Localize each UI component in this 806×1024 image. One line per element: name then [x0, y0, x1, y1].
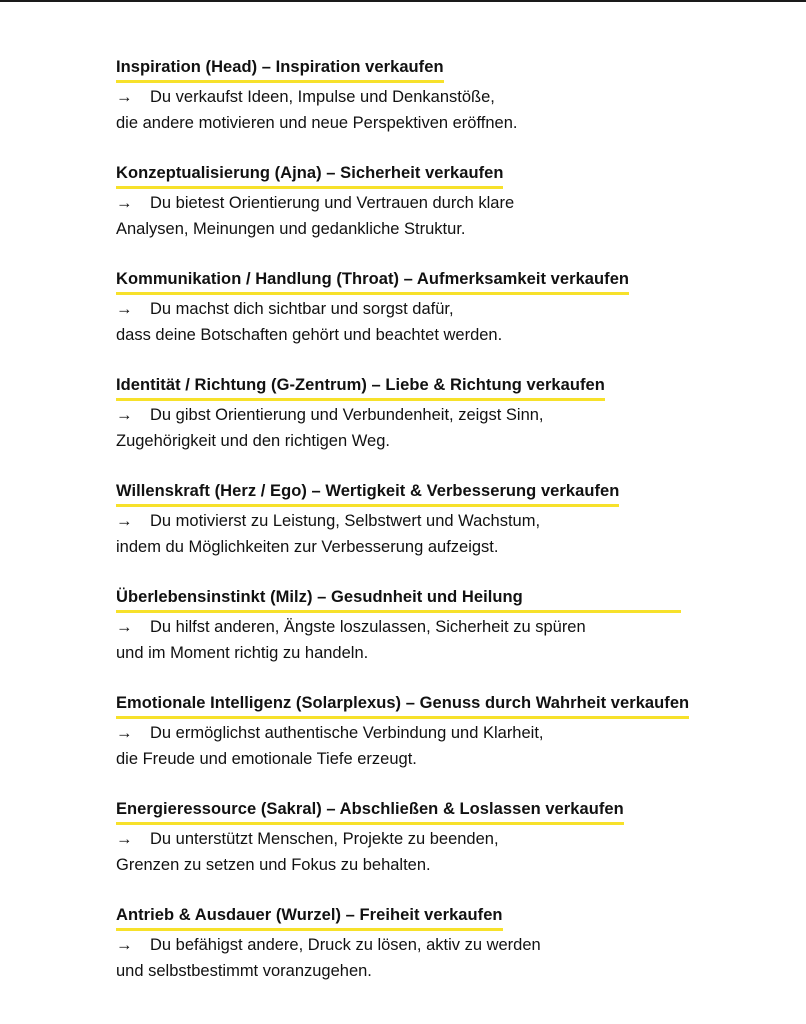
- section-text-1: Du gibst Orientierung und Verbundenheit, zeigst Sinn,: [150, 406, 544, 424]
- section-line-2: und im Moment richtig zu handeln.: [116, 644, 369, 662]
- section-g-center: [116, 373, 796, 479]
- section-heart: [116, 479, 796, 585]
- section-head: [116, 55, 796, 161]
- section-solar-plexus: [116, 691, 796, 797]
- section-ajna: [116, 161, 796, 267]
- section-spleen: [116, 585, 796, 691]
- section-text-1: Du ermöglichst authentische Verbindung und Klarheit,: [150, 724, 544, 742]
- section-line-2: die Freude und emotionale Tiefe erzeugt.: [116, 750, 417, 768]
- section-heading: Überlebensinstinkt (Milz) – Gesudnheit und Heilung: [116, 585, 681, 613]
- section-line-1: [116, 508, 796, 534]
- arrow-right-icon: →: [116, 300, 133, 318]
- section-line-1: [116, 614, 796, 640]
- arrow-right-icon: →: [116, 512, 133, 530]
- arrow-right-icon: →: [116, 830, 133, 848]
- section-root: [116, 903, 796, 1009]
- section-text-1: Du unterstützt Menschen, Projekte zu beenden,: [150, 830, 499, 848]
- section-sacral: [116, 797, 796, 903]
- arrow-right-icon: →: [116, 406, 133, 424]
- section-heading: Willenskraft (Herz / Ego) – Wertigkeit & Verbesserung verkaufen: [116, 479, 619, 507]
- section-heading: Antrieb & Ausdauer (Wurzel) – Freiheit verkaufen: [116, 903, 503, 931]
- arrow-right-icon: →: [116, 194, 133, 212]
- section-throat: [116, 267, 796, 373]
- section-text-1: Du hilfst anderen, Ängste loszulassen, Sicherheit zu spüren: [150, 618, 586, 636]
- section-line-1: [116, 720, 796, 746]
- section-line-2: Analysen, Meinungen und gedankliche Struktur.: [116, 220, 466, 238]
- section-line-2: Zugehörigkeit und den richtigen Weg.: [116, 432, 390, 450]
- arrow-right-icon: →: [116, 724, 133, 742]
- arrow-right-icon: →: [116, 88, 133, 106]
- section-heading: Identität / Richtung (G-Zentrum) – Liebe & Richtung verkaufen: [116, 373, 605, 401]
- section-line-1: [116, 84, 796, 110]
- section-heading: Konzeptualisierung (Ajna) – Sicherheit verkaufen: [116, 161, 503, 189]
- section-heading: Kommunikation / Handlung (Throat) – Aufmerksamkeit verkaufen: [116, 267, 629, 295]
- section-text-1: Du befähigst andere, Druck zu lösen, aktiv zu werden: [150, 936, 541, 954]
- section-line-1: [116, 932, 796, 958]
- section-text-1: Du bietest Orientierung und Vertrauen durch klare: [150, 194, 515, 212]
- section-heading: Inspiration (Head) – Inspiration verkaufen: [116, 55, 444, 83]
- section-line-2: die andere motivieren und neue Perspektiven eröffnen.: [116, 114, 518, 132]
- section-line-2: Grenzen zu setzen und Fokus zu behalten.: [116, 856, 431, 874]
- top-border-line: [0, 0, 806, 2]
- section-line-2: indem du Möglichkeiten zur Verbesserung aufzeigst.: [116, 538, 499, 556]
- section-line-1: [116, 296, 796, 322]
- section-line-1: [116, 826, 796, 852]
- arrow-right-icon: →: [116, 618, 133, 636]
- section-text-1: Du motivierst zu Leistung, Selbstwert und Wachstum,: [150, 512, 541, 530]
- arrow-right-icon: →: [116, 936, 133, 954]
- section-heading: Emotionale Intelligenz (Solarplexus) – Genuss durch Wahrheit verkaufen: [116, 691, 689, 719]
- section-line-2: dass deine Botschaften gehört und beachtet werden.: [116, 326, 503, 344]
- section-line-1: [116, 190, 796, 216]
- section-line-2: und selbstbestimmt voranzugehen.: [116, 962, 372, 980]
- section-text-1: Du machst dich sichtbar und sorgst dafür,: [150, 300, 454, 318]
- section-text-1: Du verkaufst Ideen, Impulse und Denkanstöße,: [150, 88, 495, 106]
- section-line-1: [116, 402, 796, 428]
- center-list: [116, 55, 796, 1009]
- section-heading: Energieressource (Sakral) – Abschließen & Loslassen verkaufen: [116, 797, 624, 825]
